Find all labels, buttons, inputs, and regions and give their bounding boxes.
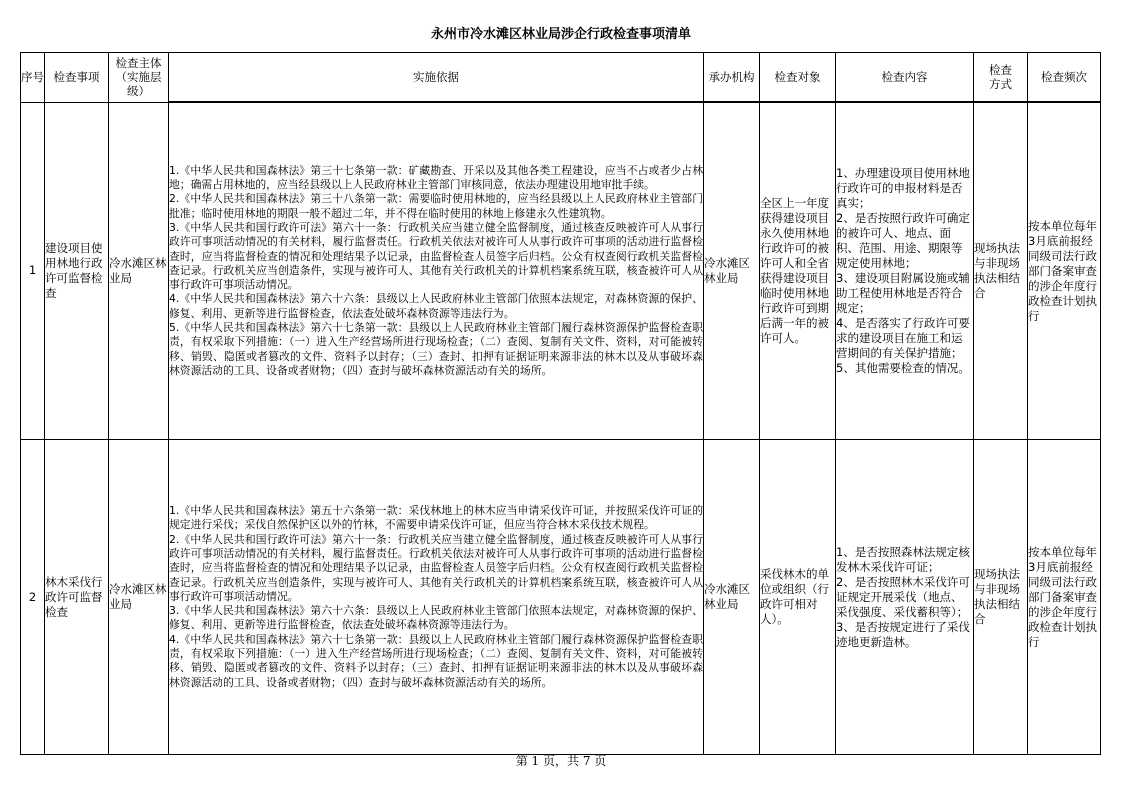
- row-agency: 冷水滩区林业局: [704, 440, 760, 755]
- row-item: 建设项目使用林地行政许可监督检查: [45, 102, 109, 440]
- basis-paragraph: 3.《中华人民共和国行政许可法》第六十一条：行政机关应当建立健全监督制度，通过核查反映被许可人从事行政许可事项活动情况的有关材料，履行监督责任。行政机关依法对被许可人从事行政许可事项的活动进行监督检查时，应当将监督检查的情况和处理结果予以记录，由监督检查人员签字后归档。公众有权查阅行政机关监督检查记录。行政机关应当创造条件，实现与被许可人、其他有关行政机关的计算机档案系统互联，核查被许可人从事行政许可事项活动情况。: [169, 220, 703, 292]
- row-frequency: 按本单位每年3月底前报经同级司法行政部门备案审查的涉企年度行政检查计划执行: [1028, 440, 1101, 755]
- header-item: 检查事项: [45, 53, 109, 103]
- header-method: 检查方式: [974, 53, 1028, 103]
- row-subject: 冷水滩区林业局: [109, 102, 169, 440]
- basis-paragraph: 1.《中华人民共和国森林法》第五十六条第一款：采伐林地上的林木应当申请采伐许可证，并按照采伐许可证的规定进行采伐；采伐自然保护区以外的竹林，不需要申请采伐许可证，但应当符合林木采伐技术规程。: [169, 504, 703, 532]
- row-basis: [169, 440, 704, 755]
- header-agency: 承办机构: [704, 53, 760, 103]
- header-seq: 序号: [21, 53, 45, 103]
- header-frequency: 检查频次: [1028, 53, 1101, 103]
- row-method: 现场执法与非现场执法相结合: [974, 102, 1028, 440]
- row-target: 采伐林木的单位或组织（行政许可相对人）。: [760, 440, 836, 755]
- row-seq: 1: [21, 102, 45, 440]
- table-header-row: [21, 53, 1101, 103]
- page-title: 永州市冷水滩区林业局涉企行政检查事项清单: [430, 27, 691, 42]
- basis-paragraph: 4.《中华人民共和国森林法》第六十六条：县级以上人民政府林业主管部门依照本法规定，对森林资源的保护、修复、利用、更新等进行监督检查，依法查处破坏森林资源等违法行为。: [169, 292, 703, 320]
- header-content: 检查内容: [836, 53, 974, 103]
- basis-paragraph: 1.《中华人民共和国森林法》第三十七条第一款：矿藏勘查、开采以及其他各类工程建设，应当不占或者少占林地；确需占用林地的，应当经县级以上人民政府林业主管部门审核同意，依法办理建设用地审批手续。: [169, 163, 703, 192]
- page-footer: 第 1 页，共 7 页: [515, 754, 607, 768]
- content-item: 2、是否按照林木采伐许可证规定开展采伐（地点、采伐强度、采伐蓄积等）；: [836, 574, 970, 619]
- basis-paragraph: 3.《中华人民共和国森林法》第六十六条：县级以上人民政府林业主管部门依照本法规定，对森林资源的保护、修复、利用、更新等进行监督检查，依法查处破坏森林资源等违法行为。: [169, 604, 703, 632]
- row-frequency: 按本单位每年3月底前报经同级司法行政部门备案审查的涉企年度行政检查计划执行: [1028, 102, 1101, 440]
- header-basis: 实施依据: [169, 53, 704, 103]
- row-basis: [169, 102, 704, 440]
- header-target: 检查对象: [760, 53, 836, 103]
- basis-paragraph: 5.《中华人民共和国森林法》第六十七条第一款：县级以上人民政府林业主管部门履行森林资源保护监督检查职责，有权采取下列措施：（一）进入生产经营场所进行现场检查；（二）查阅、复制有关文件、资料，对可能被转移、销毁、隐匿或者篡改的文件、资料予以封存；（三）查封、扣押有证据证明来源非法的林木以及从事破坏森林资源活动的工具、设备或者财物；（四）查封与破坏森林资源活动有关的场所。: [169, 321, 703, 377]
- content-item: 1、办理建设项目使用林地行政许可的申报材料是否真实；: [836, 166, 970, 210]
- content-item: 1、是否按照森林法规定核发林木采伐许可证；: [836, 544, 970, 574]
- row-target: 全区上一年度获得建设项目永久使用林地行政许可的被许可人和全省获得建设项目临时使用林地行政许可到期后满一年的被许可人。: [760, 102, 836, 440]
- row-method: 现场执法与非现场执法相结合: [974, 440, 1028, 755]
- table-row: [21, 102, 1101, 440]
- row-seq: 2: [21, 440, 45, 755]
- basis-paragraph: 2.《中华人民共和国森林法》第三十八条第一款：需要临时使用林地的，应当经县级以上人民政府林业主管部门批准；临时使用林地的期限一般不超过二年，并不得在临时使用的林地上修建永久性建筑物。: [169, 192, 703, 220]
- content-item: 2、是否按照行政许可确定的被许可人、地点、面积、范围、用途、期限等规定使用林地；: [836, 211, 970, 270]
- basis-paragraph: 4.《中华人民共和国森林法》第六十七条第一款：县级以上人民政府林业主管部门履行森林资源保护监督检查职责，有权采取下列措施：（一）进入生产经营场所进行现场检查；（二）查阅、复制有关文件、资料，对可能被转移、销毁、隐匿或者篡改的文件、资料予以封存；（三）查封、扣押有证据证明来源非法的林木以及从事破坏森林资源活动的工具、设备或者财物；（四）查封与破坏森林资源活动有关的场所。: [169, 632, 703, 689]
- content-item: 5、其他需要检查的情况。: [836, 361, 970, 375]
- content-item: 3、建设项目附属设施或辅助工程使用林地是否符合规定；: [836, 271, 970, 315]
- content-item: 3、是否按规定进行了采伐迹地更新造林。: [836, 619, 970, 649]
- header-subject: 检查主体（实施层级）: [109, 53, 169, 103]
- table-row: [21, 440, 1101, 755]
- content-item: 4、是否落实了行政许可要求的建设项目在施工和运营期间的有关保护措施；: [836, 316, 970, 360]
- row-item: 林木采伐行政许可监督检查: [45, 440, 109, 755]
- row-content: [836, 440, 974, 755]
- row-subject: 冷水滩区林业局: [109, 440, 169, 755]
- inspection-table: [20, 52, 1101, 755]
- row-agency: 冷水滩区林业局: [704, 102, 760, 440]
- row-content: [836, 102, 974, 440]
- basis-paragraph: 2.《中华人民共和国行政许可法》第六十一条：行政机关应当建立健全监督制度，通过核查反映被许可人从事行政许可事项活动情况的有关材料，履行监督责任。行政机关依法对被许可人从事行政许可事项的活动进行监督检查时，应当将监督检查的情况和处理结果予以记录，由监督检查人员签字后归档。公众有权查阅行政机关监督检查记录。行政机关应当创造条件，实现与被许可人、其他有关行政机关的计算机档案系统互联，核查被许可人从事行政许可事项活动情况。: [169, 532, 703, 603]
